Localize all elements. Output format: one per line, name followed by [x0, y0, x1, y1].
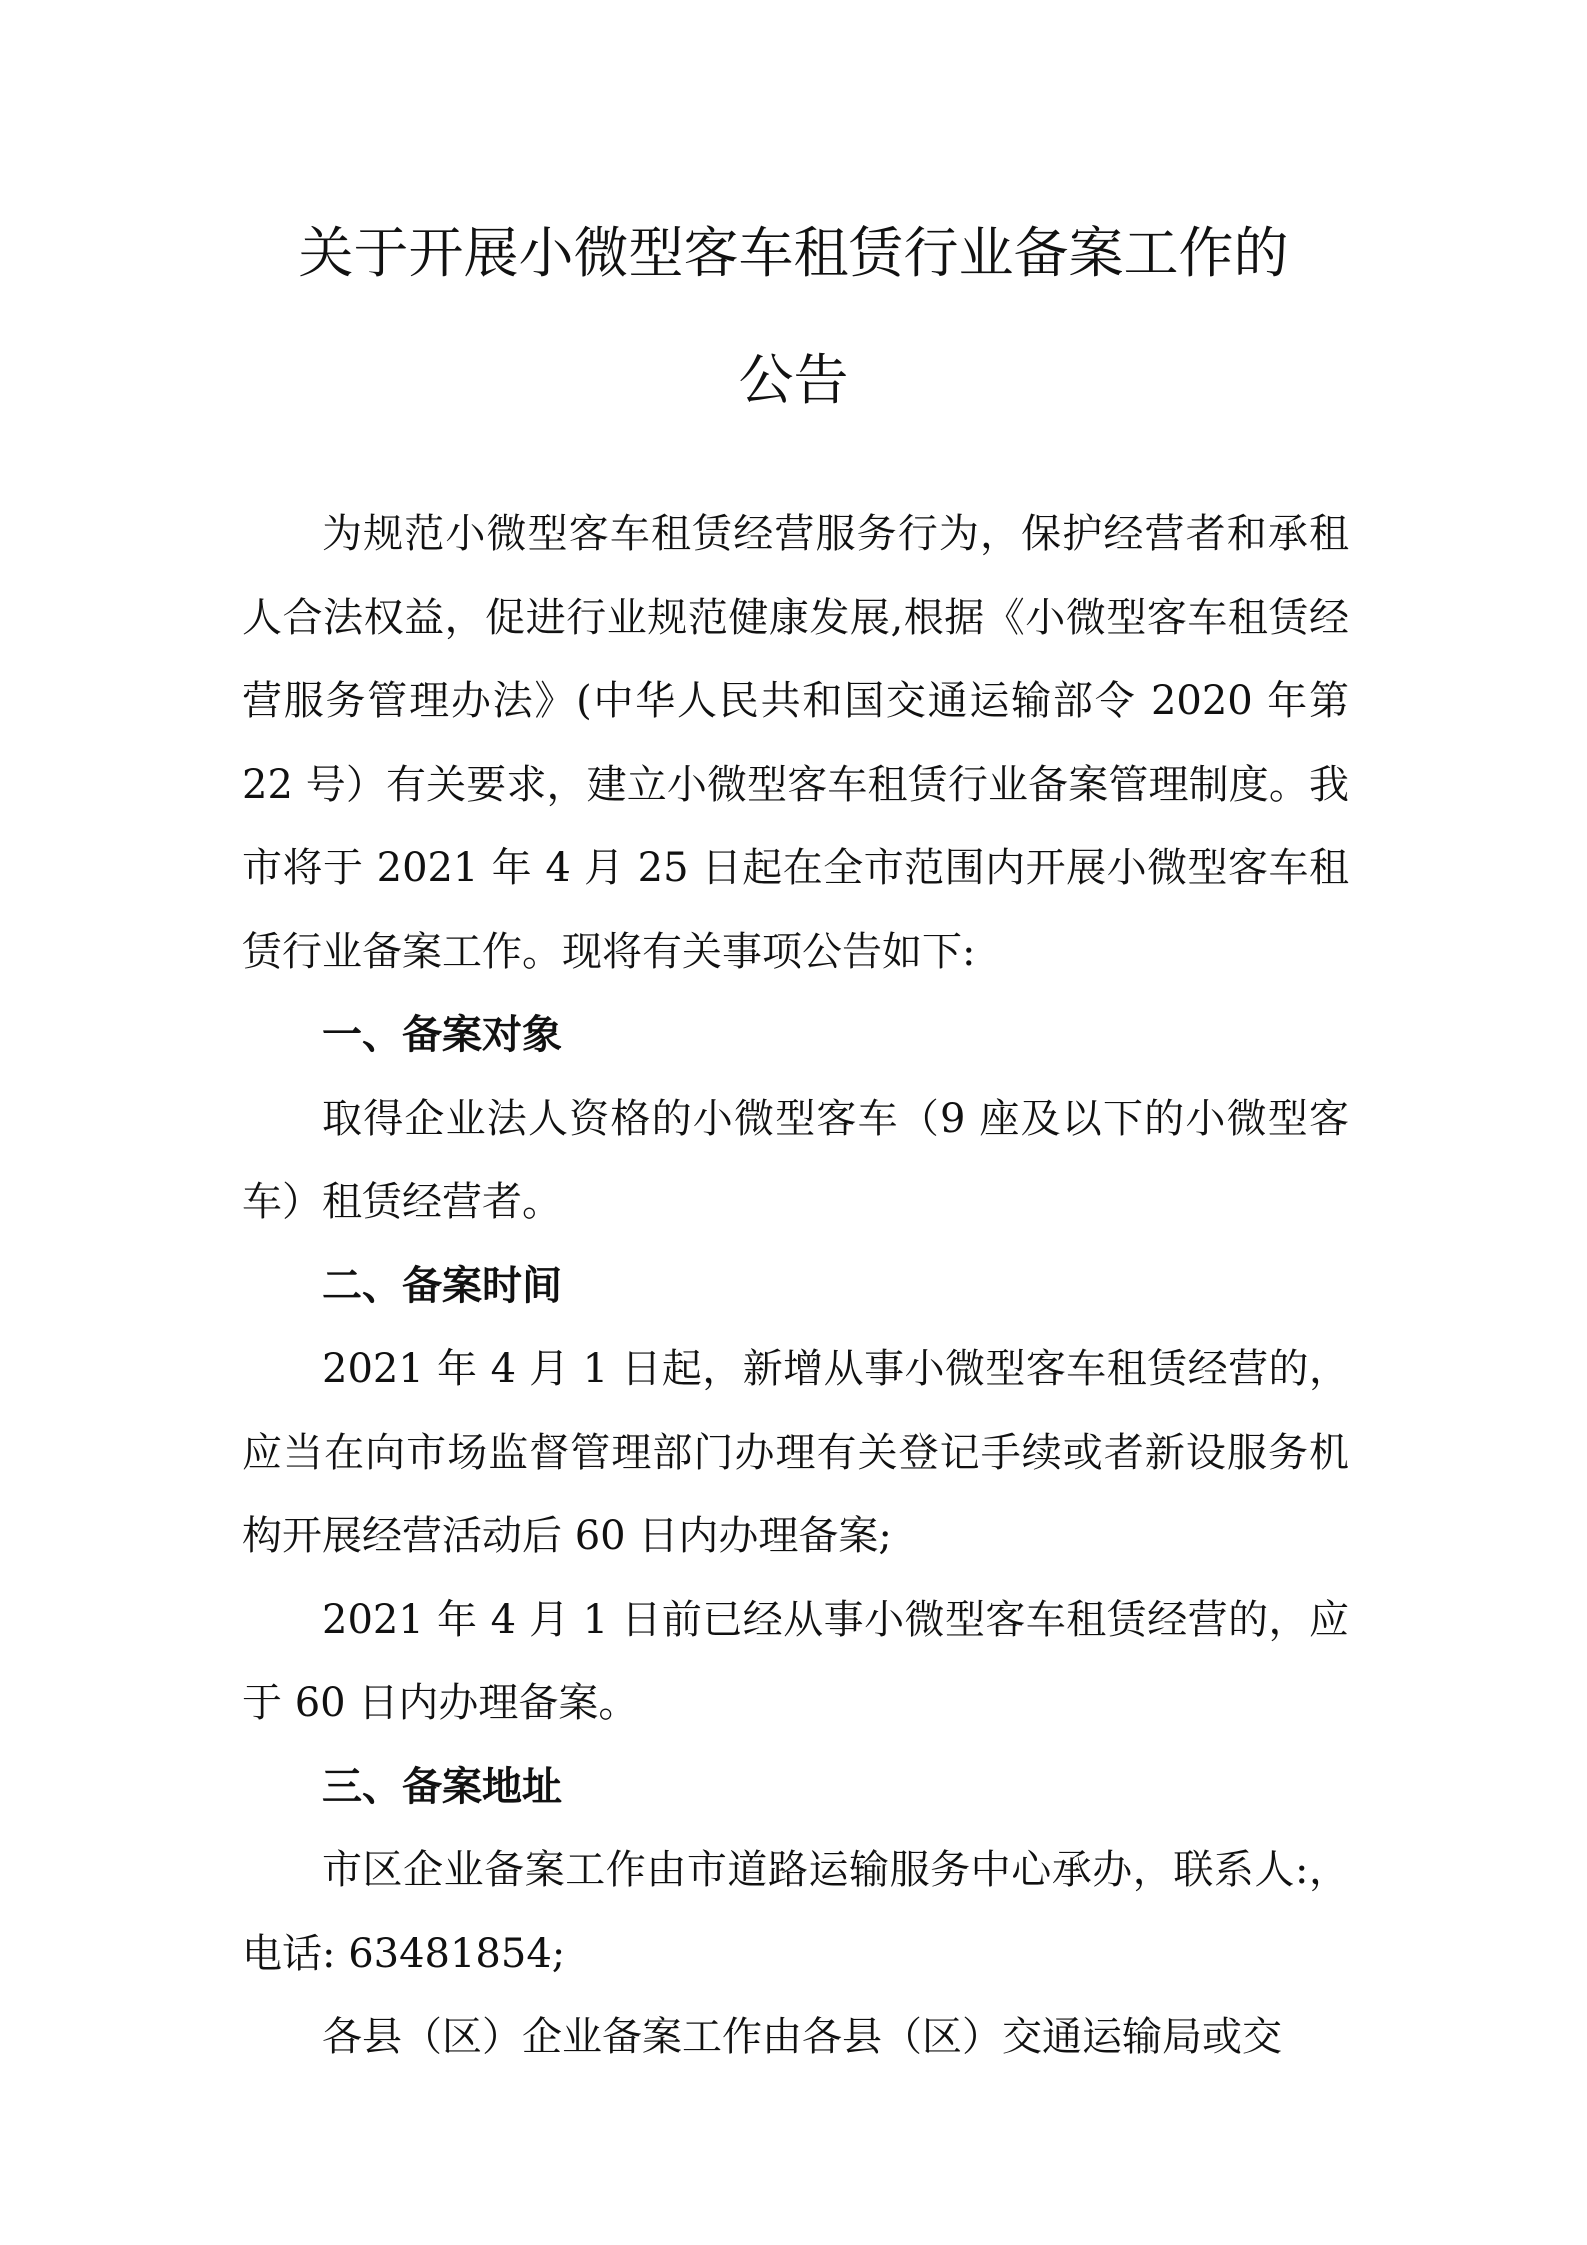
section-text-filing-address-city: 市区企业备案工作由市道路运输服务中心承办，联系人:，电话: 63481854;: [242, 1847, 1349, 1977]
document-title-line-1: 关于开展小微型客车租赁行业备案工作的: [298, 221, 1289, 285]
document-title-line-2: 公告: [738, 348, 849, 412]
document-body: [242, 493, 1349, 2080]
section-text-filing-time-existing: 2021 年 4 月 1 日前已经从事小微型客车租赁经营的，应于 60 日内办理备案。: [242, 1596, 1349, 1726]
section-text-filing-time-new: 2021 年 4 月 1 日起，新增从事小微型客车租赁经营的，应当在向市场监督管理部门办理有关登记手续或者新设服务机构开展经营活动后 60 日内办理备案;: [242, 1346, 1349, 1559]
section-heading-filing-address: 三、备案地址: [322, 1763, 562, 1810]
section-heading-filing-time: 二、备案时间: [322, 1262, 562, 1309]
intro-paragraph: 为规范小微型客车租赁经营服务行为，保护经营者和承租人合法权益，促进行业规范健康发展,根据《小微型客车租赁经营服务管理办法》(中华人民共和国交通运输部令 2020 年第 22 号）有关要求，建立小微型客车租赁行业备案管理制度。我市将于 2021 年 4 月 25 日起在全市范围内开展小微型客车租赁行业备案工作。现将有关事项公告如下:: [242, 511, 1349, 975]
section-heading-filing-subject: 一、备案对象: [322, 1012, 562, 1058]
section-text-filing-address-county: 各县（区）企业备案工作由各县（区）交通运输局或交: [322, 2014, 1282, 2060]
section-text-filing-subject: 取得企业法人资格的小微型客车（9 座及以下的小微型客车）租赁经营者。: [242, 1095, 1349, 1225]
